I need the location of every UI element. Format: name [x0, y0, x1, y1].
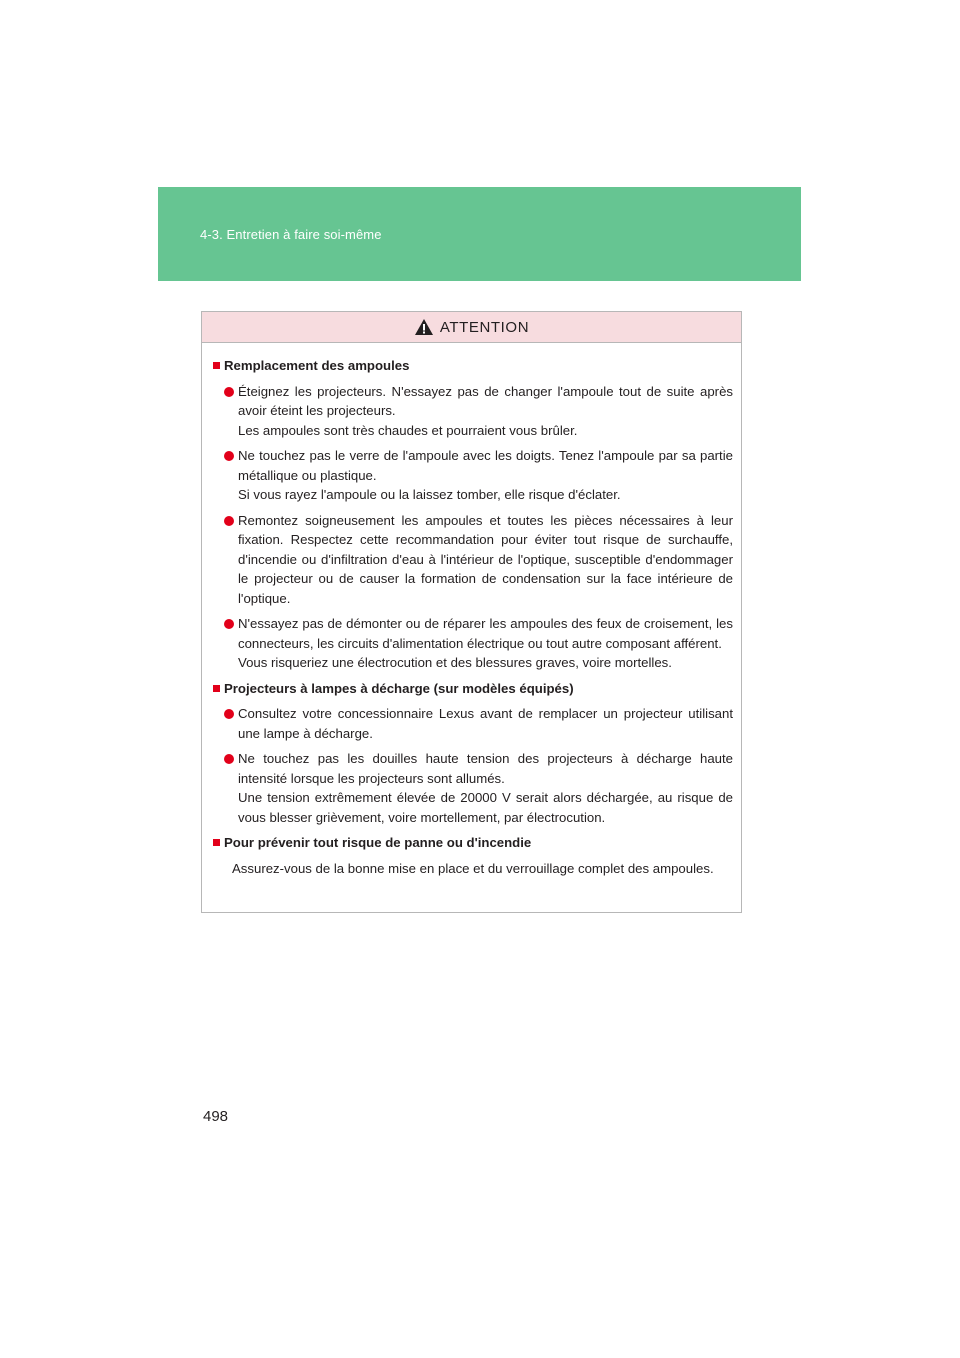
list-item: Consultez votre concessionnaire Lexus avant de remplacer un projecteur utilisant une lampe à décharge. [224, 704, 733, 743]
section-heading: Pour prévenir tout risque de panne ou d'incendie [213, 833, 733, 853]
list-item: Ne touchez pas les douilles haute tension des projecteurs à décharge haute intensité lorsque les projecteurs sont allumés. Une tension extrêmement élevée de 20000 V serait alors déchargée, au risque de vous blesser grièvement, voire mortellement, par électrocution. [224, 749, 733, 827]
list-item: N'essayez pas de démonter ou de réparer les ampoules des feux de croisement, les connecteurs, les circuits d'alimentation électrique ou tout autre composant afférent. Vous risqueriez une électrocution et des blessures graves, voire mortelles. [224, 614, 733, 673]
section-discharge-headlamps [213, 679, 733, 828]
red-dot-icon [224, 709, 234, 719]
warning-triangle-icon [414, 318, 434, 336]
attention-box [201, 311, 742, 913]
section-header-band [158, 187, 801, 281]
red-dot-icon [224, 451, 234, 461]
section-heading: Projecteurs à lampes à décharge (sur modèles équipés) [213, 679, 733, 699]
red-dot-icon [224, 619, 234, 629]
red-dot-icon [224, 754, 234, 764]
red-dot-icon [224, 516, 234, 526]
section-title: 4-3. Entretien à faire soi-même [200, 227, 382, 242]
list-item: Remontez soigneusement les ampoules et toutes les pièces nécessaires à leur fixation. Respectez cette recommandation pour éviter tout risque de surchauffe, d'incendie ou d'infiltration d'eau à l'intérieur de l'optique, susceptible d'endommager le projecteur ou de causer la formation de condensation sur la face intérieure de l'optique. [224, 511, 733, 609]
page-number: 498 [203, 1108, 229, 1125]
list-item: Éteignez les projecteurs. N'essayez pas de changer l'ampoule tout de suite après avoir éteint les projecteurs. Les ampoules sont très chaudes et pourraient vous brûler. [224, 382, 733, 441]
red-dot-icon [224, 387, 234, 397]
list-item: Ne touchez pas le verre de l'ampoule avec les doigts. Tenez l'ampoule par sa partie métallique ou plastique. Si vous rayez l'ampoule ou la laissez tomber, elle risque d'éclater. [224, 446, 733, 505]
red-square-icon [213, 362, 220, 369]
attention-header [202, 312, 741, 343]
attention-label: ATTENTION [439, 318, 530, 336]
red-square-icon [213, 685, 220, 692]
section-heading: Remplacement des ampoules [213, 356, 733, 376]
section-prevent-failure [213, 833, 733, 878]
section-bulb-replacement [213, 356, 733, 673]
section-text: Assurez-vous de la bonne mise en place et du verrouillage complet des ampoules. [232, 860, 714, 876]
attention-content [202, 343, 741, 878]
red-square-icon [213, 839, 220, 846]
